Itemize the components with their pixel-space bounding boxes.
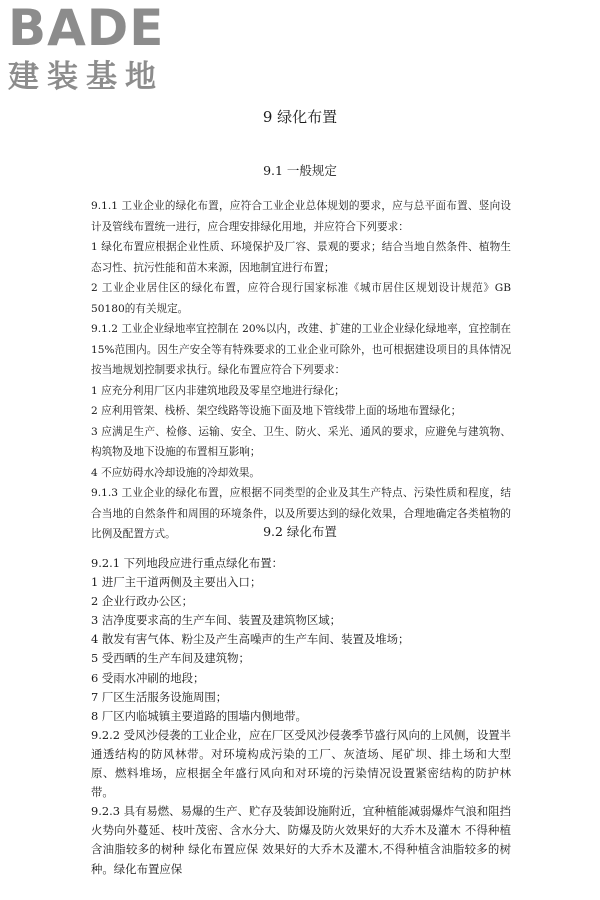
paragraph: 1 绿化布置应根据企业性质、环境保护及厂容、景观的要求；结合当地自然条件、植物生态习性、抗污性能和苗木来源，因地制宜进行布置； (91, 241, 511, 274)
paragraph: 9.1.3 工业企业的绿化布置，应根据不同类型的企业及其生产特点、污染性质和程度，结合当地的自然条件和周围的环境条件，以及所要达到的绿化效果，合理地确定各类植物的比例及配置方式。 (91, 487, 511, 540)
paragraph: 9.1.2 工业企业绿地率宜控制在 20%以内，改建、扩建的工业企业绿化绿地率，宜控制在 15%范围内。因生产安全等有特殊要求的工业企业可除外，也可根据建设项目的具体情况按当地规划控制要求执行。绿化布置应符合下列要求： (91, 323, 511, 376)
section-heading-9-1: 9.1 一般规定 (263, 163, 337, 178)
paragraph: 4 散发有害气体、粉尘及产生高噪声的生产车间、装置及堆场； (91, 632, 410, 647)
paragraph: 2 应利用管架、栈桥、架空线路等设施下面及地下管线带上面的场地布置绿化； (91, 405, 462, 417)
paragraph: 9.2.2 受风沙侵袭的工业企业，应在厂区受风沙侵袭季节盛行风向的上风侧，设置半通透结构的防风林带。对环境构成污染的工厂、灰渣场、尾矿坝、排土场和大型原、燃料堆场，应根据全年盛行风向和对环境的污染情况设置紧密结构的防护林带。 (91, 727, 511, 800)
paragraph: 8 厂区内临城镇主要道路的围墙内侧地带。 (91, 708, 307, 723)
logo-wordmark: BADE (8, 0, 165, 57)
paragraph: 7 厂区生活服务设施周围； (91, 689, 228, 704)
chapter-title: 9 绿化布置 (262, 108, 338, 126)
paragraph: 1 进厂主干道两侧及主要出入口； (91, 575, 262, 590)
logo-subtitle: 建装基地 (8, 59, 164, 95)
section-body-9-2 (91, 554, 511, 879)
paragraph: 3 洁净度要求高的生产车间、装置及建筑物区域； (91, 613, 342, 628)
paragraph: 9.2.3 具有易燃、易爆的生产、贮存及装卸设施附近，宜种植能减弱爆炸气浪和阻挡火势向外蔓延、枝叶茂密、含水分大、防爆及防火效果好的大乔木及灌木 不得种植含油脂较多的树种 绿化布置应保 效果好的大乔木及灌木,不得种植含油脂较多的树种。绿化布置应保 (91, 804, 511, 876)
section-body-9-1 (91, 196, 511, 545)
paragraph: 3 应满足生产、检修、运输、安全、卫生、防火、采光、通风的要求，应避免与建筑物、构筑物及地下设施的布置相互影响； (91, 425, 511, 458)
bade-logo (8, 2, 164, 94)
section-heading-9-2: 9.2 绿化布置 (263, 524, 337, 539)
paragraph: 9.2.1 下列地段应进行重点绿化布置： (91, 556, 284, 570)
paragraph: 2 工业企业居住区的绿化布置，应符合现行国家标准《城市居住区规划设计规范》GB 50180的有关规定。 (91, 282, 511, 315)
paragraph: 6 受雨水冲刷的地段； (91, 670, 205, 685)
paragraph: 1 应充分利用厂区内非建筑地段及零星空地进行绿化； (91, 384, 345, 397)
paragraph: 2 企业行政办公区； (91, 594, 193, 609)
paragraph: 9.1.1 工业企业的绿化布置，应符合工业企业总体规划的要求，应与总平面布置、竖向设计及管线布置统一进行，应合理安排绿化用地，并应符合下列要求： (91, 200, 511, 233)
paragraph: 4 不应妨碍水冷却设施的冷却效果。 (91, 466, 261, 479)
paragraph: 5 受西晒的生产车间及建筑物； (91, 651, 250, 666)
